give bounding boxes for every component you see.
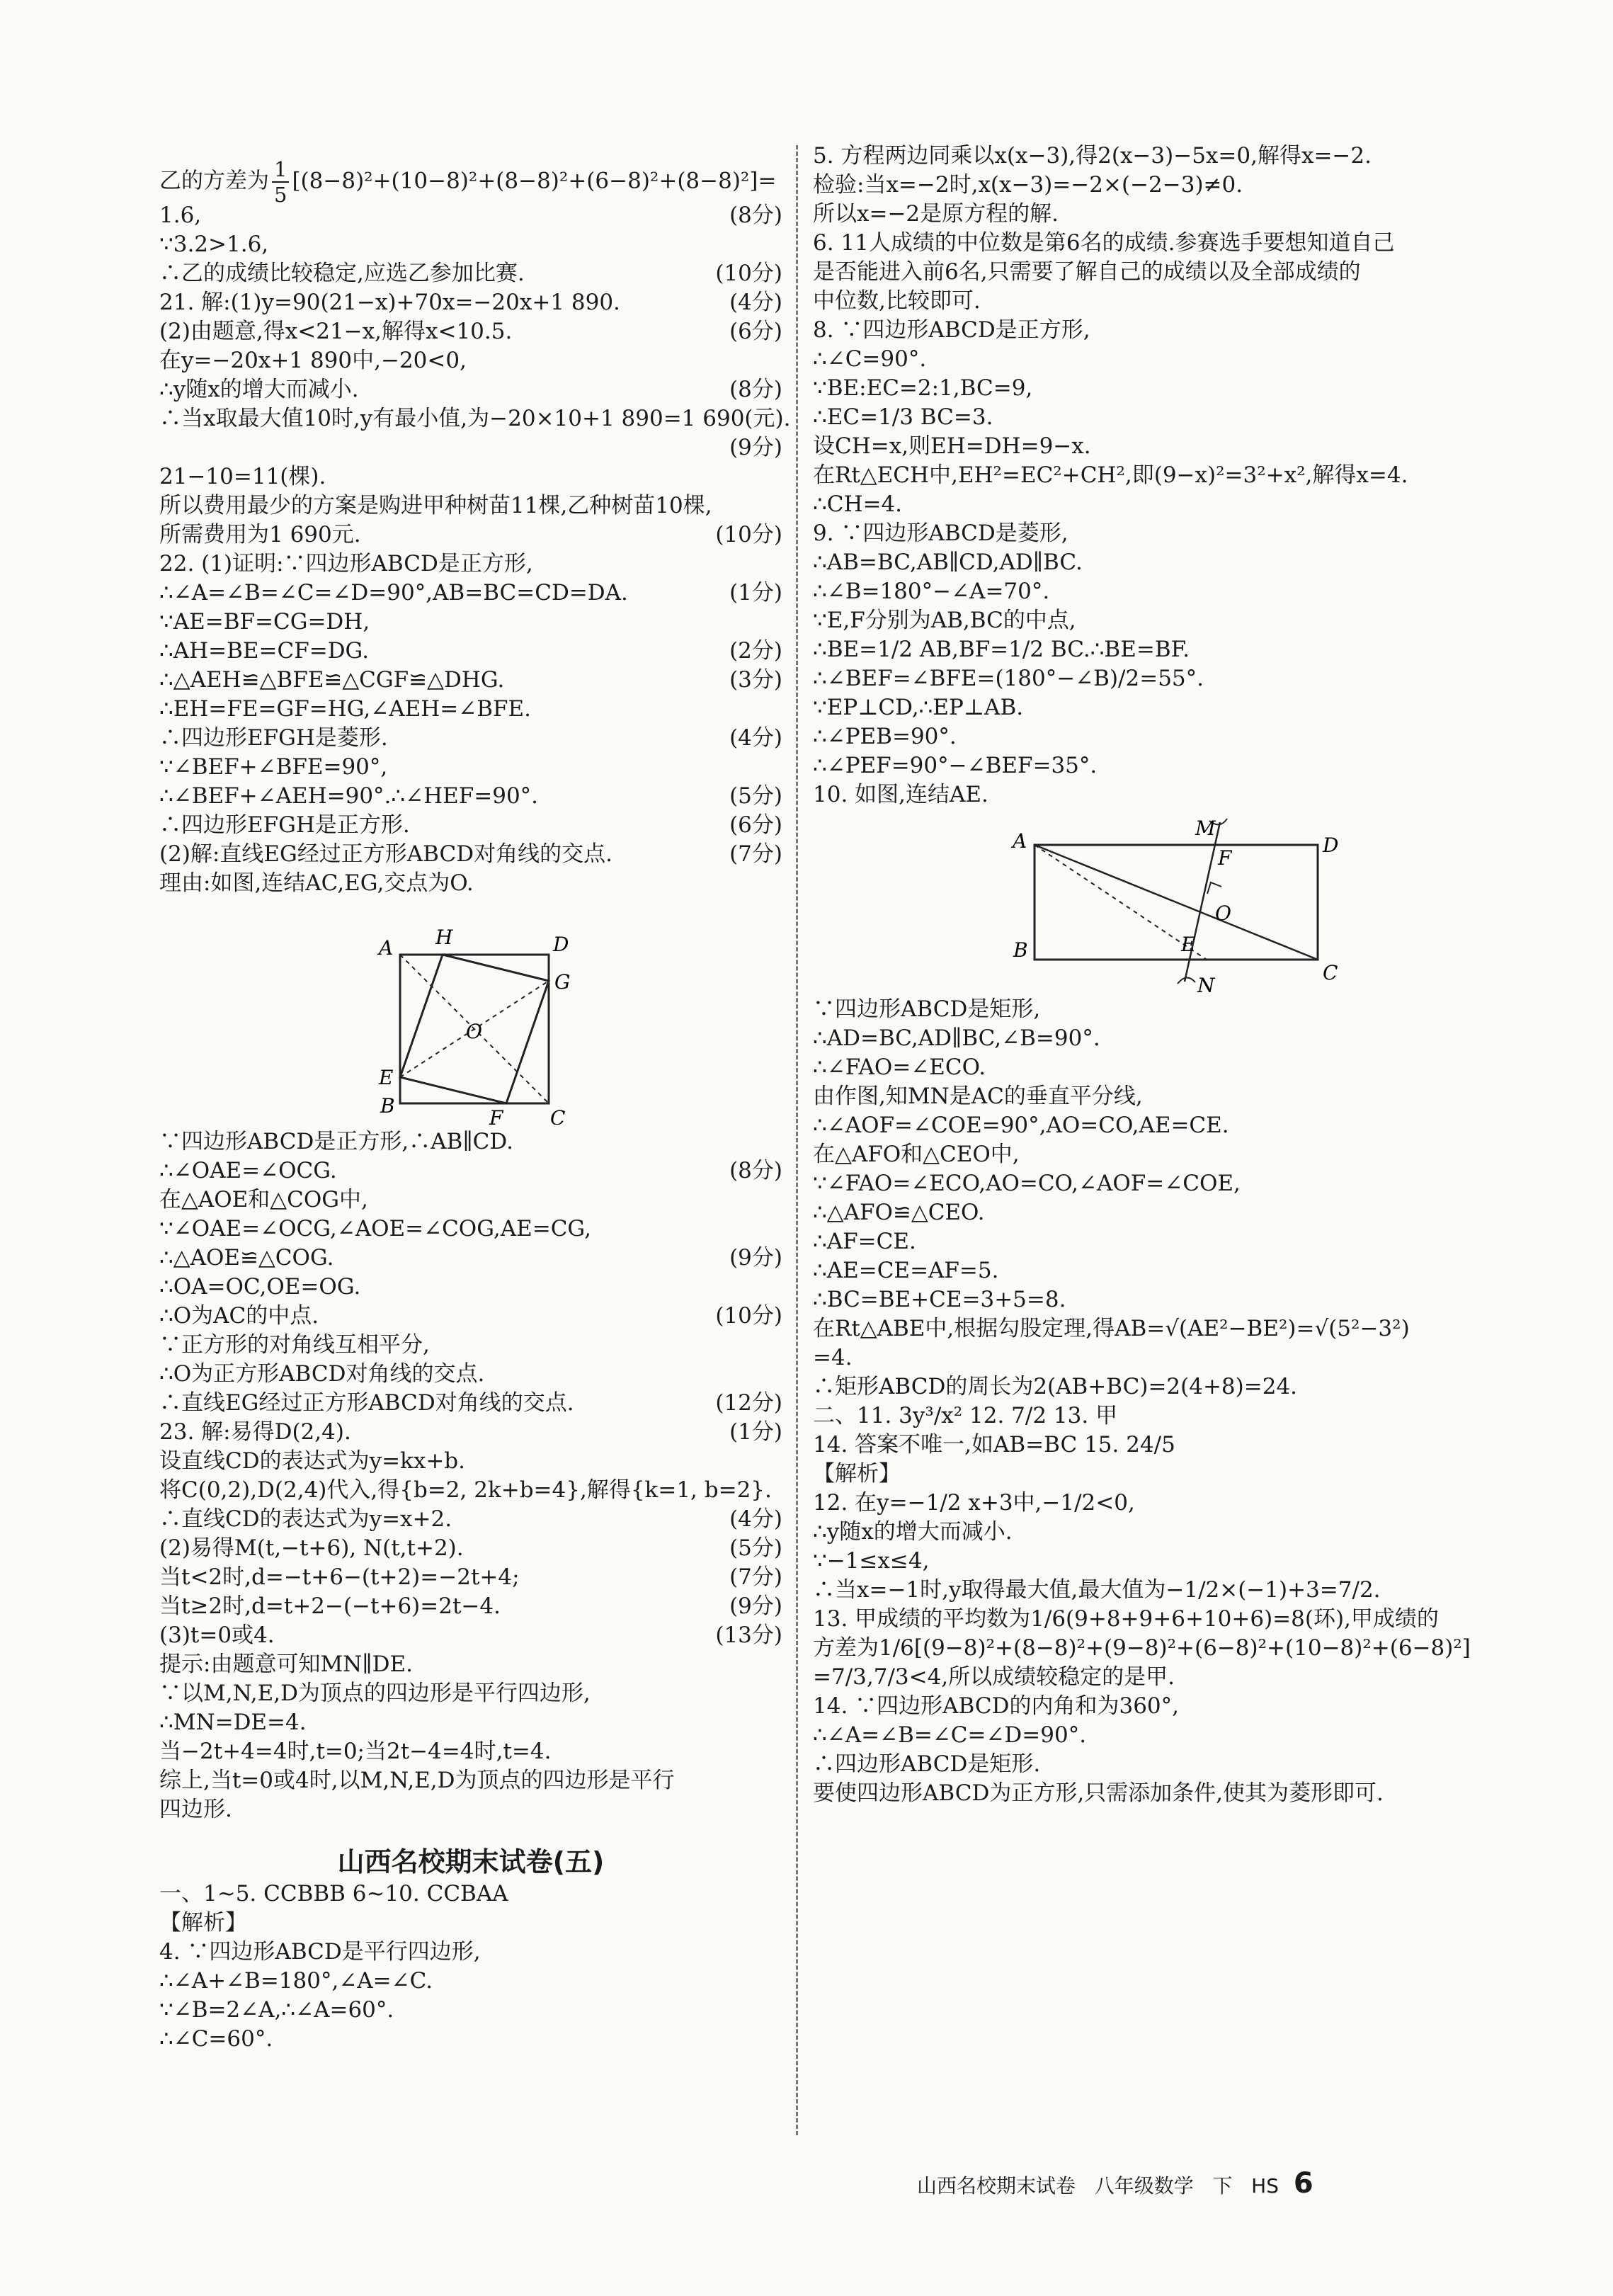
answer-text: 14. 答案不唯一,如AB=BC 15. 24/5	[813, 1432, 1175, 1457]
score-label: (5分)	[729, 783, 782, 809]
answer-line	[813, 1489, 1478, 1518]
answer-text: ∴∠PEF=90°−∠BEF=35°.	[813, 753, 1098, 778]
answer-text: (2)易得M(t,−t+6), N(t,t+2).	[159, 1535, 464, 1561]
answer-text: ∴∠C=90°.	[813, 346, 927, 372]
answer-line	[813, 635, 1478, 664]
answer-text: ∴O为AC的中点.	[159, 1303, 319, 1329]
answer-line	[159, 1795, 782, 1824]
answer-text: ∴O为正方形ABCD对角线的交点.	[159, 1361, 485, 1387]
answer-text: ∴四边形EFGH是菱形.	[159, 725, 388, 751]
label-m: M	[1195, 817, 1216, 840]
answer-text: ∴∠A+∠B=180°,∠A=∠C.	[159, 1968, 433, 1994]
answer-line	[159, 1418, 782, 1447]
answer-line	[813, 1692, 1478, 1721]
answer-line	[159, 230, 782, 259]
answer-line	[813, 1634, 1478, 1663]
score-label: (5分)	[729, 1535, 782, 1561]
answer-line	[813, 1198, 1478, 1227]
label-c: C	[1323, 961, 1338, 984]
answer-line	[813, 1053, 1478, 1082]
answer-text: ∴BE=1/2 AB,BF=1/2 BC.∴BE=BF.	[813, 637, 1190, 662]
answer-line	[813, 1082, 1478, 1111]
answer-text: 中位数,比较即可.	[813, 288, 981, 314]
answer-text: 当t≥2时,d=t+2−(−t+6)=2t−4.	[159, 1593, 501, 1619]
square-figure	[159, 912, 782, 1125]
answer-line	[813, 1314, 1478, 1343]
answer-line	[159, 840, 782, 869]
answer-text: ∵正方形的对角线互相平分,	[159, 1332, 430, 1358]
answer-line	[159, 1996, 782, 2025]
answer-text: ∵以M,N,E,D为顶点的四边形是平行四边形,	[159, 1681, 591, 1706]
answer-line	[813, 171, 1478, 200]
label-c: C	[550, 1106, 566, 1125]
answer-line	[813, 1779, 1478, 1808]
score-label: (9分)	[729, 1245, 782, 1271]
answer-line	[813, 403, 1478, 432]
answer-line	[813, 519, 1478, 548]
answer-line	[813, 1111, 1478, 1140]
answer-line	[159, 695, 782, 724]
diagonal-ac	[1035, 845, 1318, 960]
answer-text: ∴AB=BC,AB∥CD,AD∥BC.	[813, 550, 1083, 575]
answer-text: ∴直线CD的表达式为y=x+2.	[159, 1506, 452, 1532]
answer-text: 在Rt△ABE中,根据勾股定理,得AB=√(AE²−BE²)=√(5²−3²)	[813, 1316, 1410, 1341]
answer-line	[159, 1302, 782, 1331]
answer-line	[159, 1447, 782, 1476]
answer-line	[813, 432, 1478, 461]
answer-line	[159, 1360, 782, 1389]
answer-line	[159, 1156, 782, 1186]
answer-line	[159, 1389, 782, 1418]
answer-line	[159, 724, 782, 753]
answer-line	[813, 258, 1478, 287]
answer-line	[159, 1766, 782, 1795]
answer-line	[813, 1460, 1478, 1489]
footer-edition: HS	[1251, 2174, 1279, 2198]
score-label: (8分)	[729, 377, 782, 402]
answer-text: 5. 方程两边同乘以x(x−3),得2(x−3)−5x=0,解得x=−2.	[813, 143, 1372, 169]
score-label: (2分)	[729, 638, 782, 664]
answer-text: ∴∠A=∠B=∠C=∠D=90°.	[813, 1722, 1087, 1748]
footer-grade: 八年级数学	[1094, 2174, 1194, 2198]
answer-line	[159, 579, 782, 608]
answer-text: 当−2t+4=4时,t=0;当2t−4=4时,t=4.	[159, 1739, 552, 1764]
answer-text: ∵−1≤x≤4,	[813, 1548, 930, 1574]
answer-text: 所以费用最少的方案是购进甲种树苗11棵,乙种树苗10棵,	[159, 493, 712, 518]
answer-line	[813, 1024, 1478, 1053]
answer-text: 在Rt△ECH中,EH²=EC²+CH²,即(9−x)²=3²+x²,解得x=4.	[813, 462, 1408, 488]
answer-text: 22. (1)证明:∵四边形ABCD是正方形,	[159, 551, 533, 576]
answer-line	[813, 1402, 1478, 1431]
answer-line	[159, 1505, 782, 1534]
answer-line	[813, 1663, 1478, 1692]
answer-line	[159, 404, 791, 433]
answer-text: 8. ∵四边形ABCD是正方形,	[813, 317, 1090, 343]
score-label: (9分)	[729, 1593, 782, 1619]
answer-text: 检验:当x=−2时,x(x−3)=−2×(−2−3)≠0.	[813, 172, 1243, 198]
answer-text: 二、11. 3y³/x² 12. 7/2 13. 甲	[813, 1403, 1118, 1428]
answer-text: 理由:如图,连结AC,EG,交点为O.	[159, 870, 474, 896]
answer-text: 是否能进入前6名,只需要了解自己的成绩以及全部成绩的	[813, 259, 1361, 285]
answer-line	[159, 666, 782, 695]
answer-line	[813, 374, 1478, 403]
score-label: (7分)	[729, 841, 782, 867]
answer-text: ∵∠BEF+∠BFE=90°,	[159, 754, 388, 780]
answer-line	[159, 259, 782, 288]
label-e: E	[1181, 933, 1196, 956]
answer-text: ∴∠B=180°−∠A=70°.	[813, 579, 1050, 604]
answer-line	[813, 1721, 1478, 1750]
answer-line	[813, 490, 1478, 519]
answer-text: 在y=−20x+1 890中,−20<0,	[159, 348, 467, 373]
answer-line	[159, 521, 782, 550]
answer-text: ∴MN=DE=4.	[159, 1710, 307, 1735]
answer-line	[159, 1880, 782, 1909]
answer-line	[813, 548, 1478, 577]
answer-line	[159, 1708, 782, 1737]
answer-text: ∵BE:EC=2:1,BC=9,	[813, 375, 1033, 401]
answer-text: 方差为1/6[(9−8)²+(8−8)²+(9−8)²+(6−8)²+(10−8)²+(6−8)²]	[813, 1635, 1471, 1661]
answer-line	[159, 608, 782, 637]
right-column	[813, 142, 1478, 1808]
answer-text: 4. ∵四边形ABCD是平行四边形,	[159, 1939, 481, 1965]
answer-text: =4.	[813, 1345, 853, 1370]
answer-line	[813, 751, 1478, 780]
score-label: (6分)	[729, 812, 782, 838]
answer-text: ∵EP⊥CD,∴EP⊥AB.	[813, 695, 1024, 720]
answer-text: 21−10=11(棵).	[159, 464, 326, 489]
answer-line	[159, 375, 782, 404]
answer-text: ∴y随x的增大而减小.	[813, 1519, 1013, 1545]
answer-text: ∴AF=CE.	[813, 1229, 916, 1254]
answer-text: ∴AE=CE=AF=5.	[813, 1258, 999, 1283]
answer-line	[159, 317, 782, 346]
answer-text: ∴EC=1/3 BC=3.	[813, 404, 993, 430]
answer-line	[813, 693, 1478, 722]
score-label: (13分)	[715, 1622, 782, 1648]
label-d: D	[1323, 834, 1339, 857]
answer-text: ∴直线EG经过正方形ABCD对角线的交点.	[159, 1390, 574, 1416]
answer-line	[159, 2025, 782, 2054]
answer-line	[159, 462, 782, 491]
answer-text: ∴BC=BE+CE=3+5=8.	[813, 1287, 1066, 1312]
answer-line	[813, 229, 1478, 258]
answer-line	[813, 1343, 1478, 1373]
answer-line	[813, 1431, 1478, 1460]
answer-text: ∵∠FAO=∠ECO,AO=CO,∠AOF=∠COE,	[813, 1171, 1241, 1196]
score-label: (8分)	[729, 1158, 782, 1183]
answer-text: ∴AD=BC,AD∥BC,∠B=90°.	[813, 1025, 1100, 1051]
answer-text: 设CH=x,则EH=DH=9−x.	[813, 433, 1091, 459]
label-o: O	[466, 1020, 482, 1043]
answer-line	[813, 577, 1478, 606]
label-h: H	[435, 926, 453, 949]
footer-term: 下	[1212, 2174, 1233, 2198]
answer-line	[813, 316, 1478, 345]
rectangle-figure	[813, 815, 1478, 992]
answer-line	[159, 1967, 782, 1996]
arc-n	[1178, 977, 1195, 984]
answer-text: ∵AE=BF=CG=DH,	[159, 609, 370, 635]
answer-text: 23. 解:易得D(2,4).	[159, 1419, 351, 1445]
answer-line	[159, 753, 782, 782]
answer-text: ∴y随x的增大而减小.	[159, 377, 359, 402]
answer-text: 四边形.	[159, 1797, 232, 1822]
answer-text: ∴△AEH≌△BFE≌△CGF≌△DHG.	[159, 667, 505, 693]
score-label: (10分)	[715, 261, 782, 286]
answer-line	[813, 1256, 1478, 1285]
score-label: (12分)	[715, 1390, 782, 1416]
answer-line	[159, 1679, 782, 1708]
page-number: 6	[1293, 2167, 1313, 2200]
answer-line	[159, 1244, 782, 1273]
label-f: F	[1218, 846, 1232, 870]
answer-text: ∴∠C=60°.	[159, 2026, 273, 2052]
column-divider	[796, 145, 798, 2135]
answer-text: 当t<2时,d=−t+6−(t+2)=−2t+4;	[159, 1564, 520, 1590]
answer-text: (2)解:直线EG经过正方形ABCD对角线的交点.	[159, 841, 612, 867]
answer-line	[159, 491, 782, 521]
answer-line	[159, 1621, 782, 1650]
answer-line	[813, 1750, 1478, 1779]
answer-text: ∴当x取最大值10时,y有最小值,为−20×10+1 890=1 690(元).	[159, 406, 791, 431]
answer-text: 1.6,	[159, 203, 202, 228]
answer-line	[159, 1127, 782, 1156]
score-label: (6分)	[729, 319, 782, 344]
answer-text: 所需费用为1 690元.	[159, 522, 361, 547]
answer-line	[159, 1650, 782, 1679]
section-title: 山西名校期末试卷(五)	[337, 1846, 605, 1877]
answer-line	[159, 1592, 782, 1621]
answer-line	[813, 1169, 1478, 1198]
answer-text: 【解析】	[159, 1910, 247, 1936]
answer-line	[813, 1547, 1478, 1576]
answer-line	[159, 1563, 782, 1592]
answer-text: ∵∠OAE=∠OCG,∠AOE=∠COG,AE=CG,	[159, 1216, 591, 1241]
answer-text: ∴CH=4.	[813, 491, 903, 517]
answer-line	[813, 780, 1478, 809]
answer-line	[159, 1215, 782, 1244]
answer-text: ∴∠OAE=∠OCG.	[159, 1158, 337, 1183]
answer-text: 由作图,知MN是AC的垂直平分线,	[813, 1084, 1143, 1109]
answer-line	[159, 433, 782, 462]
label-o: O	[1215, 902, 1231, 925]
answer-text: 设直线CD的表达式为y=kx+b.	[159, 1448, 466, 1474]
answer-text: ∵3.2>1.6,	[159, 232, 269, 257]
answer-line	[813, 200, 1478, 229]
fraction: $\frac{1}{5}$	[272, 157, 289, 207]
answer-text: 综上,当t=0或4时,以M,N,E,D为顶点的四边形是平行	[159, 1768, 675, 1793]
label-b: B	[1013, 938, 1028, 962]
score-label: (10分)	[715, 522, 782, 547]
answer-line	[159, 1534, 782, 1563]
answer-text: 在△AFO和△CEO中,	[813, 1142, 1020, 1167]
answer-text: 12. 在y=−1/2 x+3中,−1/2<0,	[813, 1490, 1135, 1516]
answer-text: ∴四边形EFGH是正方形.	[159, 812, 410, 838]
answer-line	[159, 1909, 782, 1938]
answer-text: ∴∠AOF=∠COE=90°,AO=CO,AE=CE.	[813, 1113, 1229, 1138]
answer-text: ∴∠FAO=∠ECO.	[813, 1055, 986, 1080]
answer-line	[159, 201, 782, 230]
answer-text: 提示:由题意可知MN∥DE.	[159, 1652, 413, 1677]
answer-text: ∴EH=FE=GF=HG,∠AEH=∠BFE.	[159, 696, 532, 722]
answer-line	[813, 606, 1478, 635]
answer-line	[159, 550, 782, 579]
answer-line	[159, 1938, 782, 1967]
answer-line	[813, 1140, 1478, 1169]
answer-text: ∴乙的成绩比较稳定,应选乙参加比赛.	[159, 261, 525, 286]
answer-text: 14. ∵四边形ABCD的内角和为360°,	[813, 1693, 1179, 1719]
answer-text: 13. 甲成绩的平均数为1/6(9+8+9+6+10+6)=8(环),甲成绩的	[813, 1606, 1439, 1632]
answer-line	[813, 664, 1478, 693]
score-label: (4分)	[729, 725, 782, 751]
answer-line	[813, 345, 1478, 374]
score-label: (8分)	[729, 203, 782, 228]
answer-line	[159, 782, 782, 811]
answer-text: ∴△AFO≌△CEO.	[813, 1200, 985, 1225]
left-column	[159, 142, 791, 2054]
answer-text: (2)由题意,得x<21−x,解得x<10.5.	[159, 319, 513, 344]
label-d: D	[553, 933, 569, 956]
footer-book-title: 山西名校期末试卷	[917, 2174, 1076, 2198]
answer-text: 在△AOE和△COG中,	[159, 1187, 368, 1212]
label-b: B	[380, 1094, 395, 1118]
score-label: (3分)	[729, 667, 782, 693]
answer-text: ∵E,F分别为AB,BC的中点,	[813, 608, 1076, 633]
answer-line	[813, 1605, 1478, 1634]
answer-text: (3)t=0或4.	[159, 1622, 275, 1648]
answer-line	[159, 346, 782, 375]
page-footer	[917, 2167, 1313, 2200]
label-f: F	[489, 1106, 503, 1125]
answer-line	[813, 1576, 1478, 1605]
answer-text: ∴OA=OC,OE=OG.	[159, 1274, 361, 1300]
answer-line	[813, 461, 1478, 490]
answer-text: ∵四边形ABCD是正方形,∴AB∥CD.	[159, 1129, 513, 1154]
score-label: (7分)	[729, 1564, 782, 1590]
answer-line	[159, 1476, 782, 1505]
answer-line: 乙的方差为 $\frac{1}{5}$ [(8−8)²+(10−8)²+(8−8)²+(6−8)²+(8−8)²]=	[159, 157, 777, 207]
answer-text: ∴∠BEF=∠BFE=(180°−∠B)/2=55°.	[813, 666, 1204, 691]
score-label: (9分)	[729, 435, 782, 460]
answer-text: =7/3,7/3<4,所以成绩较稳定的是甲.	[813, 1664, 1175, 1690]
answer-line	[813, 142, 1478, 171]
answer-text: ∴AH=BE=CF=DG.	[159, 638, 370, 664]
score-label: (10分)	[715, 1303, 782, 1329]
answer-line	[159, 288, 782, 317]
label-e: E	[379, 1066, 394, 1089]
answer-text: 6. 11人成绩的中位数是第6名的成绩.参赛选手要想知道自己	[813, 230, 1395, 256]
score-label: (1分)	[729, 580, 782, 606]
answer-text: 【解析】	[813, 1461, 901, 1487]
answer-text: ∴当x=−1时,y取得最大值,最大值为−1/2×(−1)+3=7/2.	[813, 1577, 1381, 1603]
answer-text: ∵四边形ABCD是矩形,	[813, 996, 1041, 1022]
answer-line	[813, 1518, 1478, 1547]
answer-line	[813, 287, 1478, 316]
answer-text: 将C(0,2),D(2,4)代入,得{b=2, 2k+b=4},解得{k=1, b=2}.	[159, 1477, 772, 1503]
label-n: N	[1197, 974, 1215, 992]
answer-line	[159, 811, 782, 840]
answer-line	[159, 1331, 782, 1360]
score-label: (4分)	[729, 1506, 782, 1532]
answer-line	[813, 1227, 1478, 1256]
answer-line	[813, 1373, 1478, 1402]
label-a: A	[379, 936, 394, 960]
answer-text: ∴△AOE≌△COG.	[159, 1245, 334, 1271]
answer-line	[813, 722, 1478, 751]
answer-text: 9. ∵四边形ABCD是菱形,	[813, 521, 1068, 546]
right-angle-mark	[1207, 882, 1221, 894]
answer-text: ∴∠BEF+∠AEH=90°.∴∠HEF=90°.	[159, 783, 539, 809]
answer-line	[159, 637, 782, 666]
answer-text: ∴矩形ABCD的周长为2(AB+BC)=2(4+8)=24.	[813, 1374, 1298, 1399]
score-label: (4分)	[729, 290, 782, 315]
answer-text: 10. 如图,连结AE.	[813, 782, 988, 807]
answer-line	[813, 995, 1478, 1024]
answer-text: 所以x=−2是原方程的解.	[813, 201, 1059, 227]
answer-text: 要使四边形ABCD为正方形,只需添加条件,使其为菱形即可.	[813, 1780, 1384, 1806]
answer-text: ∵∠B=2∠A,∴∠A=60°.	[159, 1997, 394, 2023]
answer-text: ∴四边形ABCD是矩形.	[813, 1751, 1041, 1777]
label-a: A	[1013, 829, 1027, 853]
score-label: (1分)	[729, 1419, 782, 1445]
answer-line	[159, 1273, 782, 1302]
answer-text: ∴∠A=∠B=∠C=∠D=90°,AB=BC=CD=DA.	[159, 580, 628, 606]
answer-text: ∴∠PEB=90°.	[813, 724, 957, 749]
answer-line	[159, 1186, 782, 1215]
answer-line	[159, 1737, 782, 1766]
answer-text: 一、1~5. CCBBB 6~10. CCBAA	[159, 1881, 508, 1906]
answer-text: 21. 解:(1)y=90(21−x)+70x=−20x+1 890.	[159, 290, 620, 315]
answer-line	[159, 869, 782, 898]
answer-line	[813, 1285, 1478, 1314]
label-g: G	[554, 970, 571, 994]
